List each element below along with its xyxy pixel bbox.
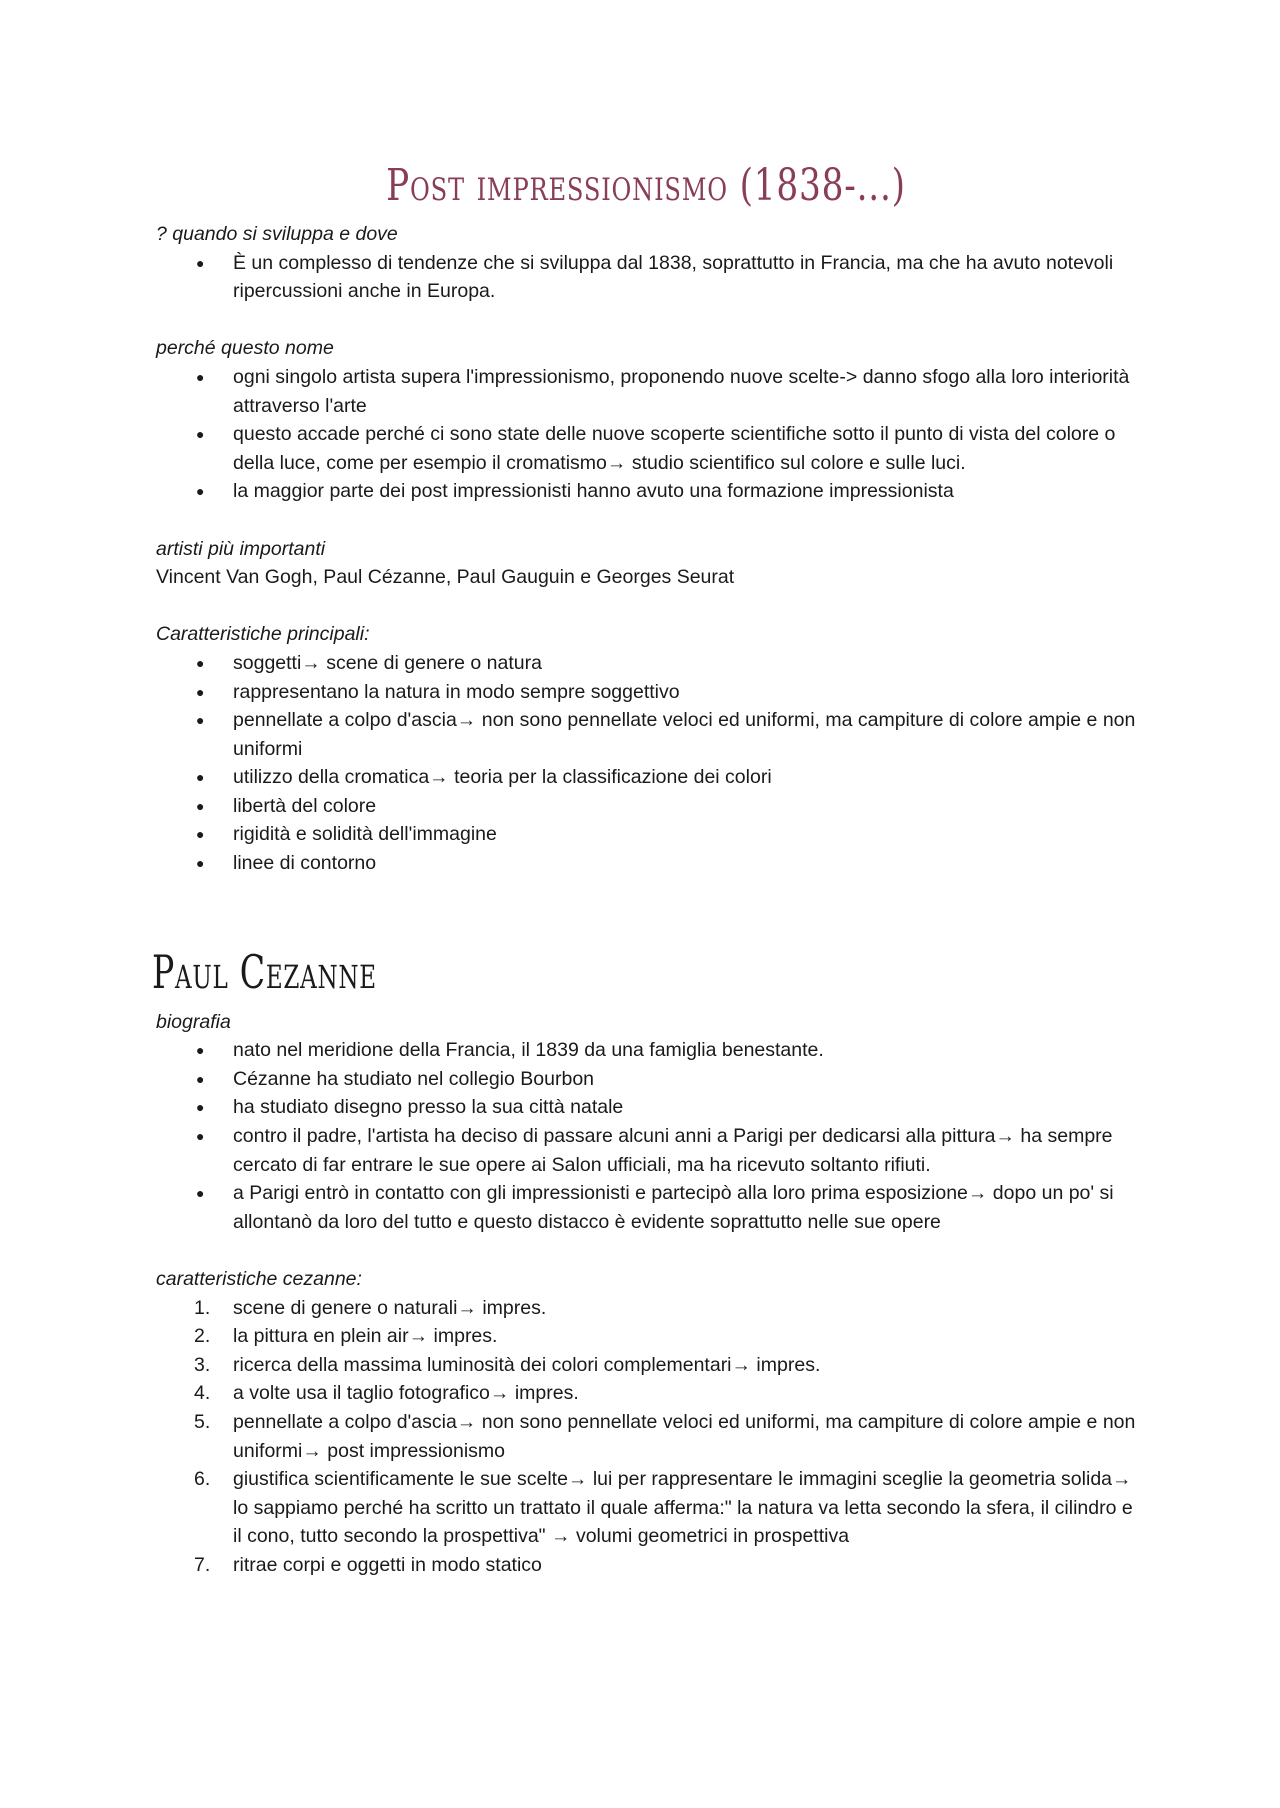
list-number: 3. bbox=[194, 1353, 211, 1376]
section-label-characteristics: Caratteristiche principali: bbox=[156, 623, 370, 646]
list-item: ● linee di contorno bbox=[156, 849, 1136, 878]
page-title: Post impressionismo (1838-...) bbox=[386, 160, 906, 211]
artists-text: Vincent Van Gogh, Paul Cézanne, Paul Gauguin e Georges Seurat bbox=[156, 566, 735, 589]
section-label-why-name: perché questo nome bbox=[156, 337, 334, 360]
document-content bbox=[152, 150, 1136, 1580]
list-item: ● a Parigi entrò in contatto con gli impressionisti e partecipò alla loro prima esposizione→ dopo un po' si allontanò da loro del tutto e questo distacco è evidente soprattutto nelle sue opere bbox=[156, 1179, 1136, 1236]
list-item: ● contro il padre, l'artista ha deciso di passare alcuni anni a Parigi per dedicarsi alla pittura→ ha sempre cercato di far entrare le sue opere ai Salon ufficiali, ma ha ricevuto soltanto rifiuti. bbox=[156, 1122, 1136, 1179]
list-number: 6. bbox=[194, 1468, 211, 1491]
list-item bbox=[156, 1379, 1136, 1408]
list-number: 1. bbox=[194, 1296, 211, 1319]
list-item: ● utilizzo della cromatica→ teoria per la classificazione dei colori bbox=[156, 763, 1136, 792]
bullet-list-bio bbox=[156, 1036, 1136, 1236]
numbered-list-cezanne-features bbox=[156, 1294, 1136, 1580]
section-label-cezanne-features: caratteristiche cezanne: bbox=[156, 1268, 362, 1290]
list-item: ● rigidità e solidità dell'immagine bbox=[156, 820, 1136, 849]
list-number: 2. bbox=[194, 1325, 211, 1348]
list-item bbox=[156, 1294, 1136, 1323]
section-label-artists: artisti più importanti bbox=[156, 537, 326, 560]
list-item-text: a volte usa il taglio fotografico→ impres. bbox=[233, 1382, 579, 1405]
list-item: ● nato nel meridione della Francia, il 1839 da una famiglia benestante. bbox=[156, 1036, 1136, 1065]
list-item-text: la pittura en plein air→ impres. bbox=[233, 1325, 498, 1348]
list-number: 5. bbox=[194, 1410, 211, 1433]
bullet-list-characteristics bbox=[156, 649, 1136, 878]
list-item-text: scene di genere o naturali→ impres. bbox=[233, 1296, 547, 1319]
list-item-text: giustifica scientificamente le sue scelte→ lui per rappresentare le immagini sceglie la geometria solida→ lo sappiamo perché ha scritto un trattato il quale afferma:" la natura va letta secondo la sfera, il cilindro e il cono, tutto secondo la prospettiva" → volumi geometrici in prospettiva bbox=[233, 1468, 1133, 1548]
list-item bbox=[156, 1465, 1136, 1551]
list-item bbox=[156, 1351, 1136, 1380]
list-item bbox=[156, 1551, 1136, 1580]
list-item: ● la maggior parte dei post impressionisti hanno avuto una formazione impressionista bbox=[156, 477, 1136, 506]
section-label-bio: biografia bbox=[156, 1010, 231, 1033]
list-item: ● libertà del colore bbox=[156, 792, 1136, 821]
list-item: ● soggetti→ scene di genere o natura bbox=[156, 649, 1136, 678]
list-item-text: ricerca della massima luminosità dei colori complementari→ impres. bbox=[233, 1353, 821, 1376]
section-heading-cezanne: Paul Cezanne bbox=[152, 944, 377, 999]
list-item: ● Cézanne ha studiato nel collegio Bourbon bbox=[156, 1065, 1136, 1094]
list-item: ● questo accade perché ci sono state delle nuove scoperte scientifiche sotto il punto di vista del colore o della luce, come per esempio il cromatismo→ studio scientifico sul colore e sulle luci. bbox=[156, 420, 1136, 477]
section-label-when: ? quando si sviluppa e dove bbox=[156, 223, 398, 245]
list-item: ● ha studiato disegno presso la sua città natale bbox=[156, 1093, 1136, 1122]
list-item: ● ogni singolo artista supera l'impressionismo, proponendo nuove scelte-> danno sfogo alla loro interiorità attraverso l'arte bbox=[156, 363, 1136, 420]
list-item-text: ritrae corpi e oggetti in modo statico bbox=[233, 1553, 542, 1576]
bullet-list-why-name bbox=[156, 363, 1136, 506]
list-number: 7. bbox=[194, 1553, 211, 1576]
list-item bbox=[156, 1322, 1136, 1351]
list-item: ● pennellate a colpo d'ascia→ non sono pennellate veloci ed uniformi, ma campiture di colore ampie e non uniformi bbox=[156, 706, 1136, 763]
list-item bbox=[156, 1408, 1136, 1465]
list-item-text: pennellate a colpo d'ascia→ non sono pennellate veloci ed uniformi, ma campiture di colore ampie e non uniformi→ post impressionismo bbox=[233, 1410, 1136, 1462]
bullet-list-when bbox=[156, 249, 1136, 306]
list-number: 4. bbox=[194, 1382, 211, 1405]
list-item: ● È un complesso di tendenze che si sviluppa dal 1838, soprattutto in Francia, ma che ha avuto notevoli ripercussioni anche in Europa. bbox=[156, 249, 1136, 306]
list-item: ● rappresentano la natura in modo sempre soggettivo bbox=[156, 678, 1136, 707]
